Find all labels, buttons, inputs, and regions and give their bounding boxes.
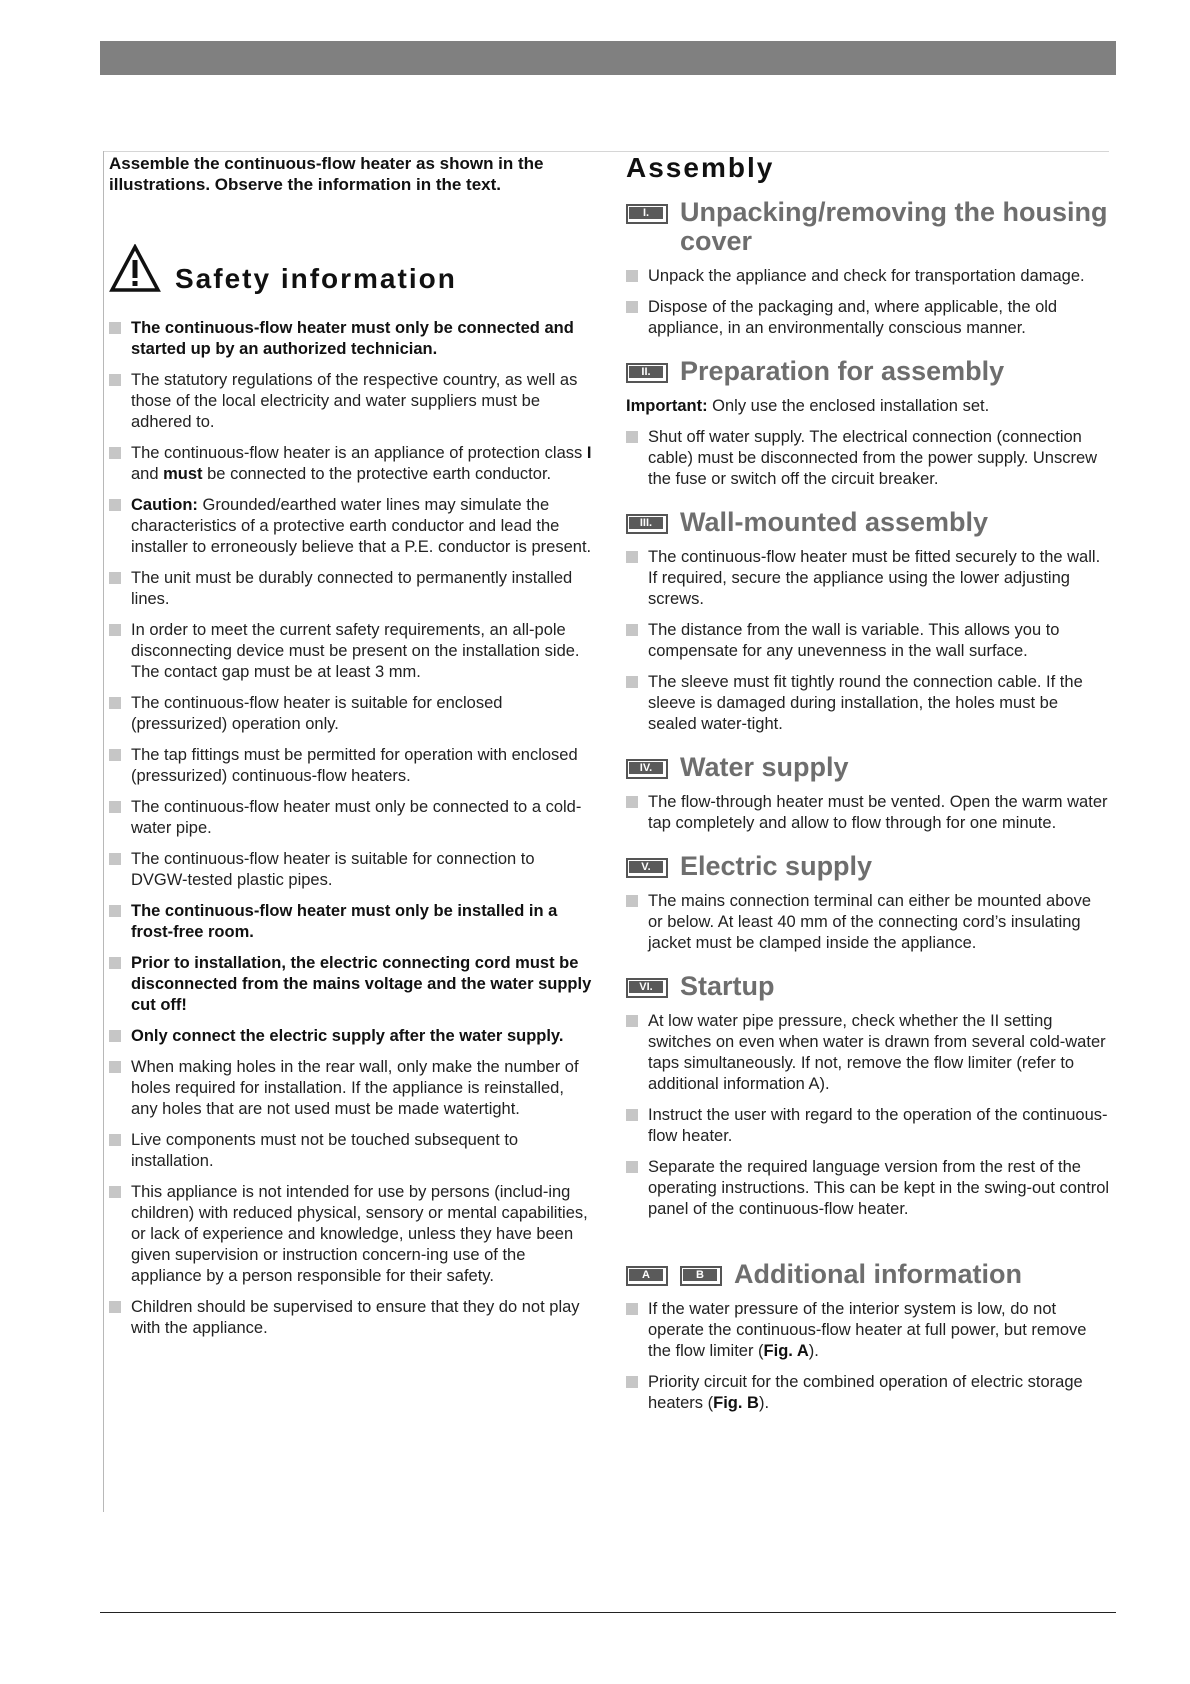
section-list xyxy=(626,1011,1110,1220)
caution-label: Caution: xyxy=(131,496,198,514)
list-item: The mains connection terminal can either be mounted above or below. At least 40 mm of the connecting cord’s insulating jacket must be clamped inside the appliance. xyxy=(626,891,1110,954)
list-item: If the water pressure of the interior system is low, do not operate the continuous-flow heater at full power, but remove the flow limiter (Fig. A). xyxy=(626,1299,1110,1362)
section-title: Startup xyxy=(680,971,775,1001)
footer-rule xyxy=(100,1612,1116,1613)
section-heading xyxy=(626,972,1110,1001)
bullet-square-icon xyxy=(109,853,121,865)
step-number-badge: IV. xyxy=(626,759,668,779)
figure-reference: Fig. B xyxy=(713,1394,759,1412)
figure-reference: Fig. A xyxy=(763,1342,809,1360)
step-number-badge: III. xyxy=(626,514,668,534)
bullet-square-icon xyxy=(109,801,121,813)
section-list xyxy=(626,266,1110,339)
bullet-square-icon xyxy=(109,374,121,386)
step-letter-badge-a: A xyxy=(626,1266,668,1286)
list-item: The sleeve must fit tightly round the connection cable. If the sleeve is damaged during installation, the holes must be sealed water-tight. xyxy=(626,672,1110,735)
step-number-badge: V. xyxy=(626,858,668,878)
warning-triangle-icon xyxy=(109,244,161,294)
section-water-supply xyxy=(626,753,1110,834)
section-heading xyxy=(626,1260,1110,1289)
bullet-square-icon xyxy=(109,322,121,334)
step-number-badge: I. xyxy=(626,204,668,224)
bullet-square-icon xyxy=(109,572,121,584)
list-item: The continuous-flow heater is suitable for connection to DVGW-tested plastic pipes. xyxy=(109,849,595,891)
bullet-square-icon xyxy=(626,551,638,563)
intro-text: Assemble the continuous-flow heater as shown in the illustrations. Observe the information in the text. xyxy=(109,154,544,194)
list-item: Priority circuit for the combined operation of electric storage heaters (Fig. B). xyxy=(626,1372,1110,1414)
section-heading xyxy=(626,508,1110,537)
bullet-square-icon xyxy=(109,1134,121,1146)
bullet-square-icon xyxy=(626,624,638,636)
list-item: This appliance is not intended for use by persons (includ-ing children) with reduced physical, sensory or mental capabilities, or lack of experience and knowledge, unless they have been given supervision or instruction concern-ing use of the appliance by a person responsible for their safety. xyxy=(109,1182,595,1287)
bullet-square-icon xyxy=(626,1376,638,1388)
bullet-square-icon xyxy=(109,697,121,709)
section-preparation xyxy=(626,357,1110,490)
bullet-square-icon xyxy=(109,905,121,917)
list-item: The continuous-flow heater is an appliance of protection class I and must be connected to the protective earth conductor. xyxy=(109,443,595,485)
bullet-square-icon xyxy=(626,1015,638,1027)
section-unpacking xyxy=(626,198,1110,339)
list-item: The flow-through heater must be vented. Open the warm water tap completely and allow to flow through for one minute. xyxy=(626,792,1110,834)
list-item: Live components must not be touched subsequent to installation. xyxy=(109,1130,595,1172)
list-item: In order to meet the current safety requirements, an all-pole disconnecting device must be present on the installation side. The contact gap must be at least 3 mm. xyxy=(109,620,595,683)
section-list xyxy=(626,792,1110,834)
safety-title: Safety information xyxy=(175,263,457,294)
section-heading xyxy=(626,357,1110,386)
list-item: Shut off water supply. The electrical connection (connection cable) must be disconnected from the power supply. Unscrew the fuse or switch off the circuit breaker. xyxy=(626,427,1110,490)
bullet-square-icon xyxy=(626,1161,638,1173)
bullet-square-icon xyxy=(109,624,121,636)
bullet-square-icon xyxy=(109,1301,121,1313)
bullet-square-icon xyxy=(109,957,121,969)
bullet-square-icon xyxy=(626,895,638,907)
list-item: Prior to installation, the electric connecting cord must be disconnected from the mains voltage and the water supply cut off! xyxy=(109,953,595,1016)
important-note: Important: Only use the enclosed installation set. xyxy=(626,397,990,415)
bullet-square-icon xyxy=(626,301,638,313)
section-additional-information xyxy=(626,1260,1110,1414)
bullet-square-icon xyxy=(626,1303,638,1315)
list-item: Instruct the user with regard to the operation of the continuous-flow heater. xyxy=(626,1105,1110,1147)
section-list xyxy=(626,891,1110,954)
list-item: Only connect the electric supply after the water supply. xyxy=(109,1026,595,1047)
section-electric-supply xyxy=(626,852,1110,954)
assembly-column xyxy=(626,151,1110,1432)
section-title: Unpacking/removing the housing cover xyxy=(680,197,1108,256)
section-title: Wall-mounted assembly xyxy=(680,507,989,537)
list-item: The tap fittings must be permitted for operation with enclosed (pressurized) continuous-flow heaters. xyxy=(109,745,595,787)
section-title: Preparation for assembly xyxy=(680,356,1005,386)
list-item: Dispose of the packaging and, where applicable, the old appliance, in an environmentally conscious manner. xyxy=(626,297,1110,339)
section-heading xyxy=(626,753,1110,782)
list-item: Caution: Grounded/earthed water lines may simulate the characteristics of a protective earth conductor and lead the installer to erroneously believe that a P.E. conductor is present. xyxy=(109,495,595,558)
assembly-title: Assembly xyxy=(626,152,775,183)
section-wall-mounted xyxy=(626,508,1110,735)
safety-heading xyxy=(109,243,595,295)
safety-list xyxy=(109,318,595,1339)
list-item: Children should be supervised to ensure that they do not play with the appliance. xyxy=(109,1297,595,1339)
step-letter-badge-b: B xyxy=(680,1266,722,1286)
list-item: At low water pipe pressure, check whether the II setting switches on even when water is drawn from several cold-water taps simultaneously. If not, remove the flow limiter (refer to additional information A). xyxy=(626,1011,1110,1095)
bullet-square-icon xyxy=(109,1061,121,1073)
list-item: The continuous-flow heater must only be installed in a frost-free room. xyxy=(109,901,595,943)
list-item: When making holes in the rear wall, only make the number of holes required for installation. If the appliance is reinstalled, any holes that are not used must be made watertight. xyxy=(109,1057,595,1120)
section-heading xyxy=(626,852,1110,881)
bullet-square-icon xyxy=(626,676,638,688)
section-title: Electric supply xyxy=(680,851,873,881)
section-list xyxy=(626,1299,1110,1414)
bullet-square-icon xyxy=(626,431,638,443)
list-item: The distance from the wall is variable. This allows you to compensate for any unevenness in the wall surface. xyxy=(626,620,1110,662)
list-item: The continuous-flow heater must only be connected and started up by an authorized technician. xyxy=(109,318,595,360)
list-item: The continuous-flow heater must be fitted securely to the wall. If required, secure the appliance using the lower adjusting screws. xyxy=(626,547,1110,610)
section-startup xyxy=(626,972,1110,1220)
column-divider xyxy=(103,151,104,1512)
section-title: Water supply xyxy=(680,752,849,782)
list-item: The continuous-flow heater is suitable for enclosed (pressurized) operation only. xyxy=(109,693,595,735)
list-item: The statutory regulations of the respective country, as well as those of the local electricity and water suppliers must be adhered to. xyxy=(109,370,595,433)
list-item: The continuous-flow heater must only be connected to a cold-water pipe. xyxy=(109,797,595,839)
step-number-badge: II. xyxy=(626,363,668,383)
step-number-badge: VI. xyxy=(626,978,668,998)
header-bar xyxy=(100,41,1116,75)
bullet-square-icon xyxy=(109,1030,121,1042)
bullet-square-icon xyxy=(109,447,121,459)
bullet-square-icon xyxy=(626,796,638,808)
section-list xyxy=(626,547,1110,735)
bullet-square-icon xyxy=(109,749,121,761)
bullet-square-icon xyxy=(109,1186,121,1198)
bullet-square-icon xyxy=(626,270,638,282)
list-item: The unit must be durably connected to permanently installed lines. xyxy=(109,568,595,610)
bullet-square-icon xyxy=(626,1109,638,1121)
list-item: Unpack the appliance and check for transportation damage. xyxy=(626,266,1110,287)
list-item: Separate the required language version from the rest of the operating instructions. This can be kept in the swing-out control panel of the continuous-flow heater. xyxy=(626,1157,1110,1220)
section-heading xyxy=(626,198,1110,256)
section-title: Additional information xyxy=(734,1259,1022,1289)
bullet-square-icon xyxy=(109,499,121,511)
section-list xyxy=(626,427,1110,490)
safety-column xyxy=(109,153,595,1349)
